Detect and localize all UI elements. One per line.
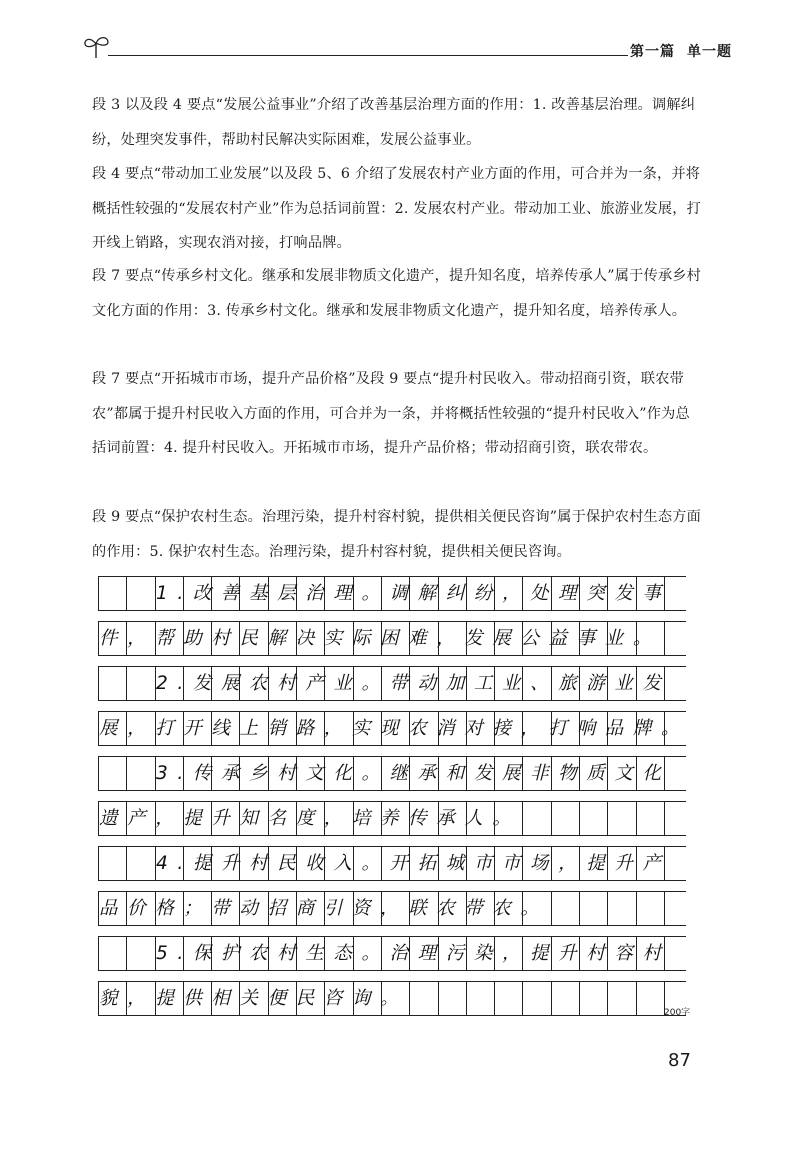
answer-line: 展，打开线上销路，实现农消对接，打响品牌。 xyxy=(99,718,690,739)
grid-cell xyxy=(637,982,665,1015)
grid-cell xyxy=(523,982,551,1015)
grid-cell xyxy=(580,892,608,925)
page-number: 87 xyxy=(668,1050,691,1071)
paragraph-4: 段 7 要点“开拓城市市场，提升产品价格”及段 9 要点“提升村民收入。带动招商引资，联农带农”都属于提升村民收入方面的作用，可合并为一条，并将概括性较强的“提升村民收入”作为总括词前置：4. 提升村民收入。开拓城市市场，提升产品价格；带动招商引资，联农带农。 xyxy=(92,371,690,456)
grid-row xyxy=(98,756,686,791)
page-header xyxy=(82,26,732,66)
grid-cell xyxy=(439,982,467,1015)
grid-cell xyxy=(99,577,127,610)
grid-row xyxy=(98,846,686,881)
paragraph-1: 段 3 以及段 4 要点“发展公益事业”介绍了改善基层治理方面的作用：1. 改善基层治理。调解纠纷，处理突发事件，帮助村民解决实际困难，发展公益事业。 xyxy=(92,97,696,148)
grid-cell xyxy=(552,892,580,925)
grid-cell xyxy=(127,847,155,880)
grid-cell xyxy=(467,982,495,1015)
grid-row xyxy=(98,576,686,611)
section-label: 单一题 xyxy=(687,44,732,60)
grid-cell xyxy=(410,982,438,1015)
grid-cell xyxy=(637,802,665,835)
grid-cell xyxy=(580,982,608,1015)
answer-line: 1.改善基层治理。调解纠纷，处理突发事 xyxy=(156,583,671,604)
grid-cell xyxy=(99,667,127,700)
sprout-icon xyxy=(82,32,112,62)
answer-line: 2.发展农村产业。带动加工业、旅游业发 xyxy=(156,673,671,694)
grid-row xyxy=(98,801,686,836)
grid-row xyxy=(98,621,686,656)
answer-line: 3.传承乡村文化。继承和发展非物质文化 xyxy=(156,763,671,784)
grid-cell xyxy=(608,802,636,835)
grid-cell xyxy=(523,802,551,835)
grid-cell xyxy=(127,757,155,790)
answer-line: 貌，提供相关便民咨询。 xyxy=(99,988,409,1009)
grid-cell xyxy=(637,892,665,925)
answer-line: 遗产，提升知名度，培养传承人。 xyxy=(99,808,521,829)
chapter-label: 第一篇 xyxy=(630,44,675,60)
grid-cell xyxy=(127,667,155,700)
grid-cell xyxy=(99,757,127,790)
grid-cell xyxy=(127,937,155,970)
grid-cell xyxy=(580,802,608,835)
answer-line: 4.提升村民收入。开拓城市市场，提升产 xyxy=(156,853,671,874)
paragraph-5: 段 9 要点“保护农村生态。治理污染，提升村容村貌，提供相关便民咨询”属于保护农村生态方面的作用：5. 保护农村生态。治理污染，提升村容村貌，提供相关便民咨询。 xyxy=(92,509,702,560)
grid-cell xyxy=(608,892,636,925)
answer-line: 5.保护农村生态。治理污染，提升村容村 xyxy=(156,943,671,964)
grid-cell xyxy=(127,577,155,610)
grid-row xyxy=(98,666,686,701)
header-rule xyxy=(108,55,628,56)
grid-cell xyxy=(99,847,127,880)
paragraph-2: 段 4 要点“带动加工业发展”以及段 5、6 介绍了发展农村产业方面的作用，可合并为一条，并将概括性较强的“发展农村产业”作为总括词前置：2. 发展农村产业。带动加工业、旅游业发展，打开线上销路，实现农消对接，打响品牌。 xyxy=(92,166,702,251)
answer-line: 品价格；带动招商引资，联农带农。 xyxy=(99,898,549,919)
grid-row xyxy=(98,981,686,1016)
header-title xyxy=(630,41,732,61)
grid-cell xyxy=(99,937,127,970)
grid-cell xyxy=(552,802,580,835)
grid-row xyxy=(98,891,686,926)
char-count-marker: 200字 xyxy=(664,1008,691,1018)
grid-cell xyxy=(608,982,636,1015)
answer-grid xyxy=(98,576,690,1026)
grid-cell xyxy=(495,982,523,1015)
grid-row xyxy=(98,711,690,746)
grid-row xyxy=(98,936,686,971)
answer-line: 件，帮助村民解决实际困难，发展公益事业。 xyxy=(99,628,662,649)
paragraph-3: 段 7 要点“传承乡村文化。继承和发展非物质文化遗产，提升知名度，培养传承人”属于传承乡村文化方面的作用：3. 传承乡村文化。继承和发展非物质文化遗产，提升知名度，培养传承人。 xyxy=(92,268,702,319)
grid-cell xyxy=(552,982,580,1015)
